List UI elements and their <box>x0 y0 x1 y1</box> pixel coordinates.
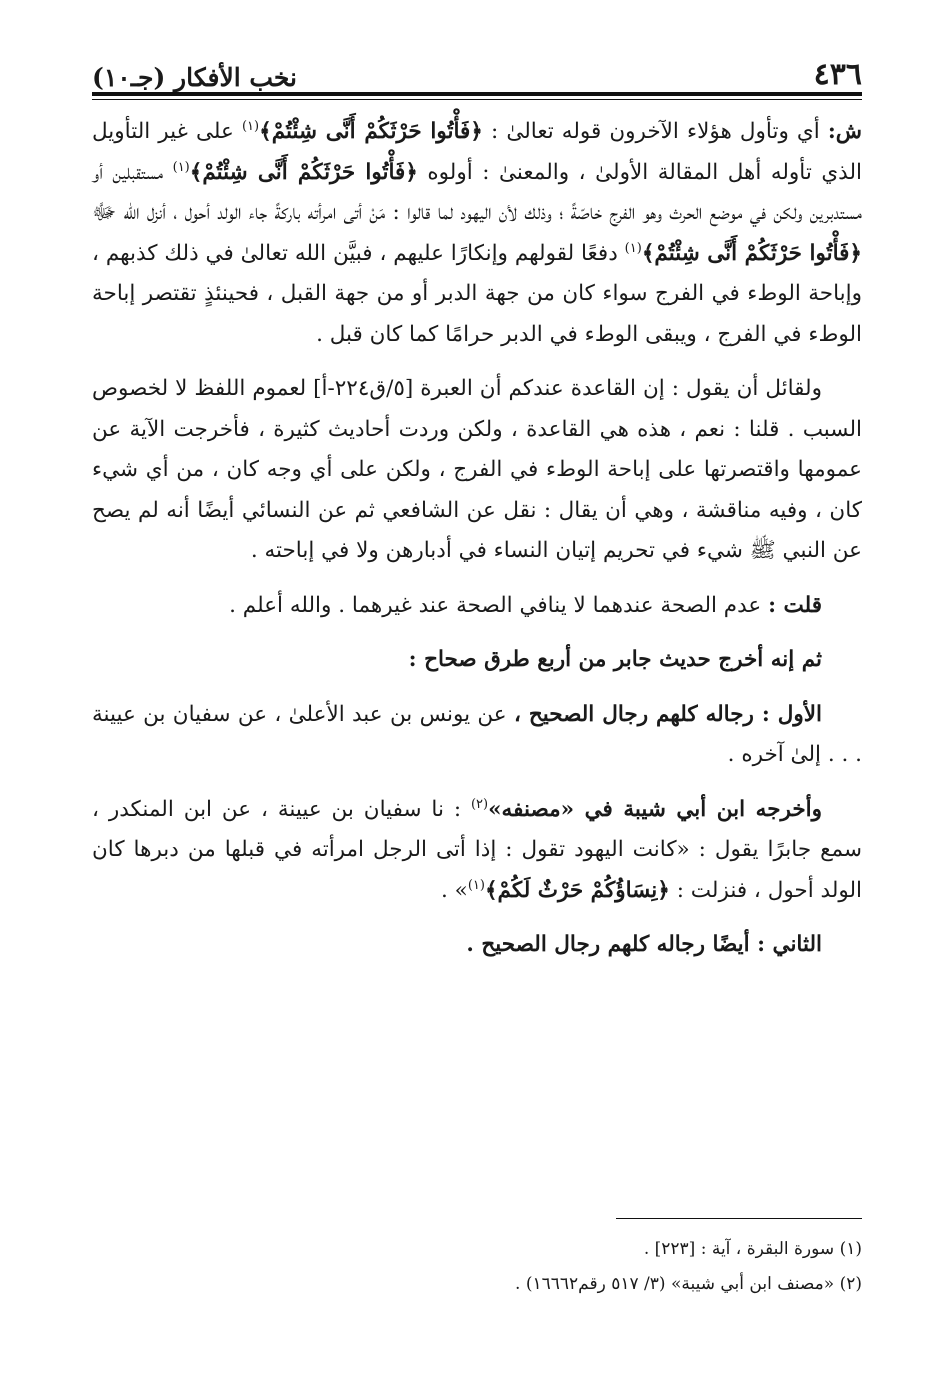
commentary-marker: ش: <box>827 119 862 144</box>
text-span: مستقبلين أو مستدبرين ولكن في موضع الحرث وهو الفرج خاصّةً ؛ وذلك لأن اليهود لما قالوا : مَنْ أتى امرأته باركةً جاء الولد أحول ، أنزل الله ﷻ <box>92 159 862 225</box>
paragraph-ibn-abi-shayba <box>92 790 862 912</box>
footnote-1: (١) سورة البقرة ، آية : [٢٢٣] . <box>643 1239 862 1259</box>
footnote-2: (٢) «مصنف ابن أبي شيبة» (٣/ ٥١٧ رقم١٦٦٦٢) . <box>515 1274 862 1294</box>
footnote-ref: (١) <box>467 877 485 893</box>
source-lead: وأخرجه ابن أبي شيبة في «مصنفه» <box>488 796 822 822</box>
paragraph-second-chain <box>92 925 862 966</box>
header-rule-thin <box>92 99 862 100</box>
page-header <box>92 52 862 92</box>
chain-lead: الأول : رجاله كلهم رجال الصحيح ، <box>513 701 822 727</box>
chain-lead: الثاني : <box>757 932 822 957</box>
text-span: عدم الصحة عندهما لا ينافي الصحة عند غيرهما . والله أعلم . <box>229 592 769 618</box>
text-span: أي وتأول هؤلاء الآخرون قوله تعالىٰ : <box>482 119 828 144</box>
paragraph-first-chain <box>92 695 862 776</box>
main-text <box>92 112 862 980</box>
header-rule-thick <box>92 92 862 96</box>
section-heading: ثم إنه أخرج حديث جابر من أربع طرق صحاح : <box>408 647 822 672</box>
footnote-separator <box>616 1218 862 1219</box>
quran-verse: ﴿فَأْتُوا حَرْثَكُمْ أَنَّى شِئْتُمْ﴾ <box>189 159 418 185</box>
quran-verse: ﴿نِسَاؤُكُمْ حَرْثٌ لَكُمْ﴾ <box>484 877 670 903</box>
quran-verse: ﴿فَأْتُوا حَرْثَكُمْ أَنَّى شِئْتُمْ﴾ <box>641 240 862 266</box>
page-number: ٤٣٦ <box>813 57 862 92</box>
text-span: » . <box>440 877 468 903</box>
footnotes <box>92 1232 862 1302</box>
paragraph-remark <box>92 586 862 627</box>
footnote-ref: (١) <box>172 159 190 175</box>
paragraph-objection: ولقائل أن يقول : إن القاعدة عندكم أن العبرة [٥/ق٢٢٤-أ] لعموم اللفظ لا لخصوص السبب . قلنا : نعم ، هذه هي القاعدة ، ولكن وردت أحاديث كثيرة ، فأخرجت الآية عن عمومها واقتصرتها على إباحة الوطء في الفرج ، ولكن على أي وجه كان ، من أي شيء كان ، وفيه مناقشة ، وهي أن يقال : نقل عن الشافعي ثم عن النسائي أيضًا أنه لم يصح عن النبي ﷺ شيء في تحريم إتيان النساء في أدبارهن ولا في إباحته . <box>92 376 862 563</box>
remark-lead: قلت : <box>768 592 822 618</box>
paragraph-commentary <box>92 112 862 355</box>
text-span: دفعًا لقولهم وإنكارًا عليهم ، فبيَّن الله تعالىٰ في ذلك كذبهم ، وإباحة الوطء في الفرج سواء كان من جهة الدبر أو من جهة القبل ، فحينئذٍ تقتصر إباحة الوطء في الفرج ، ويبقى الوطء في الدبر حرامًا كما كان قبل . <box>92 240 862 347</box>
footnote-ref: (٢) <box>470 796 489 812</box>
quran-verse: ﴿فَأْتُوا حَرْثَكُمْ أَنَّى شِئْتُمْ﴾ <box>259 119 483 144</box>
footnote-ref: (١) <box>624 240 642 256</box>
text-span: عن يونس بن عبد الأعلىٰ ، عن سفيان بن عيينة . . . إلىٰ آخره . <box>92 701 862 767</box>
text-span: أيضًا رجاله كلهم رجال الصحيح . <box>466 932 758 957</box>
running-title: نخب الأفكار (جـ١٠) <box>92 63 298 92</box>
text-span: : نا سفيان بن عيينة ، عن ابن المنكدر ، سمع جابرًا يقول : «كانت اليهود تقول : إذا أتى الرجل امرأته في قبلها من دبرها كان الولد أحول ، فنزلت : <box>92 796 862 903</box>
text-span: على غير التأويل الذي تأوله أهل المقالة الأولىٰ ، والمعنىٰ : أولوه <box>92 119 862 185</box>
footnote-ref: (١) <box>241 118 260 134</box>
